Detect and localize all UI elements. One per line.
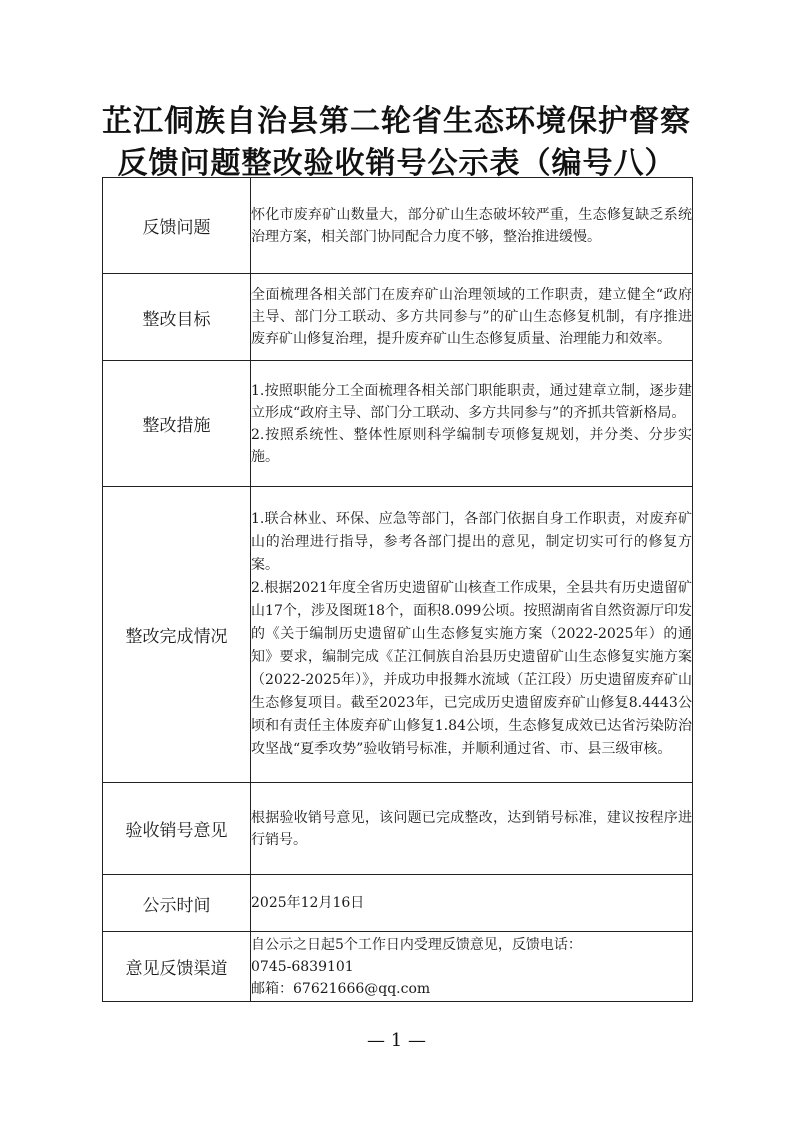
label-measures: 整改措施: [103, 361, 251, 487]
table-row-goal: [103, 274, 693, 361]
label-acceptance: 验收销号意见: [103, 783, 251, 875]
feedback-phone: 0745-6839101: [251, 958, 354, 975]
completion-item-2: 2.根据2021年度全省历史遗留矿山核查工作成果，全县共有历史遗留矿山17个，涉及图斑18个，面积8.099公顷。按照湖南省自然资源厅印发的《关于编制历史遗留矿山生态修复实施方案（2022-2025年）的通知》要求，编制完成《芷江侗族自治县历史遗留矿山生态修复实施方案（2022-2025年）》，并成功申报舞水流域（芷江段）历史遗留废弃矿山生态修复项目。截至2023年，已完成历史遗留废弃矿山修复8.4443公顷和有责任主体废弃矿山修复1.84公顷，生态修复成效已达省污染防治攻坚战“夏季攻势”验收销号标准，并顺利通过省、市、县三级审核。: [251, 580, 692, 757]
content-feedback: [251, 932, 693, 1002]
label-problem: 反馈问题: [103, 178, 251, 274]
label-feedback: 意见反馈渠道: [103, 932, 251, 1002]
content-acceptance: [251, 783, 693, 875]
table-row-feedback: [103, 932, 693, 1002]
page-title-line-1: 芷江侗族自治县第二轮省生态环境保护督察: [102, 104, 691, 139]
measures-item-2: 2.按照系统性、整体性原则科学编制专项修复规划，并分类、分步实施。: [251, 426, 692, 465]
measures-item-1: 1.按照职能分工全面梳理各相关部门职能职责，通过建章立制，逐步建立形成“政府主导、部门分工联动、多方共同参与”的齐抓共管新格局。: [251, 382, 692, 421]
table-row-completion: [103, 487, 693, 783]
goal-text: 全面梳理各相关部门在废弃矿山治理领域的工作职责，建立健全“政府主导、部门分工联动、多方共同参与”的矿山生态修复机制，有序推进废弃矿山修复治理，提升废弃矿山生态修复质量、治理能力和效率。: [251, 287, 692, 347]
label-publicity: 公示时间: [103, 875, 251, 932]
table-row-acceptance: [103, 783, 693, 875]
table-row-problem: [103, 178, 693, 274]
content-publicity: [251, 875, 693, 932]
completion-item-1: 1.联合林业、环保、应急等部门，各部门依据自身工作职责，对废弃矿山的治理进行指导，参考各部门提出的意见，制定切实可行的修复方案。: [251, 511, 692, 573]
problem-text: 怀化市废弃矿山数量大，部分矿山生态破坏较严重，生态修复缺乏系统治理方案，相关部门协同配合力度不够，整治推进缓慢。: [251, 206, 692, 245]
page-number: — 1 —: [367, 1030, 426, 1051]
content-completion: [251, 487, 693, 783]
table-row-publicity: [103, 875, 693, 932]
page-title-line-2: 反馈问题整改验收销号公示表（编号八）: [117, 146, 676, 181]
table-row-measures: [103, 361, 693, 487]
content-measures: [251, 361, 693, 487]
label-completion: 整改完成情况: [103, 487, 251, 783]
content-problem: [251, 178, 693, 274]
feedback-intro: 自公示之日起5个工作日内受理反馈意见，反馈电话：: [251, 936, 582, 953]
publicity-table: [102, 177, 693, 1002]
publicity-date: 2025年12月16日: [251, 895, 365, 911]
acceptance-text: 根据验收销号意见，该问题已完成整改，达到销号标准，建议按程序进行销号。: [251, 809, 692, 848]
feedback-email: 邮箱：67621666@qq.com: [251, 980, 431, 997]
label-goal: 整改目标: [103, 274, 251, 361]
content-goal: [251, 274, 693, 361]
